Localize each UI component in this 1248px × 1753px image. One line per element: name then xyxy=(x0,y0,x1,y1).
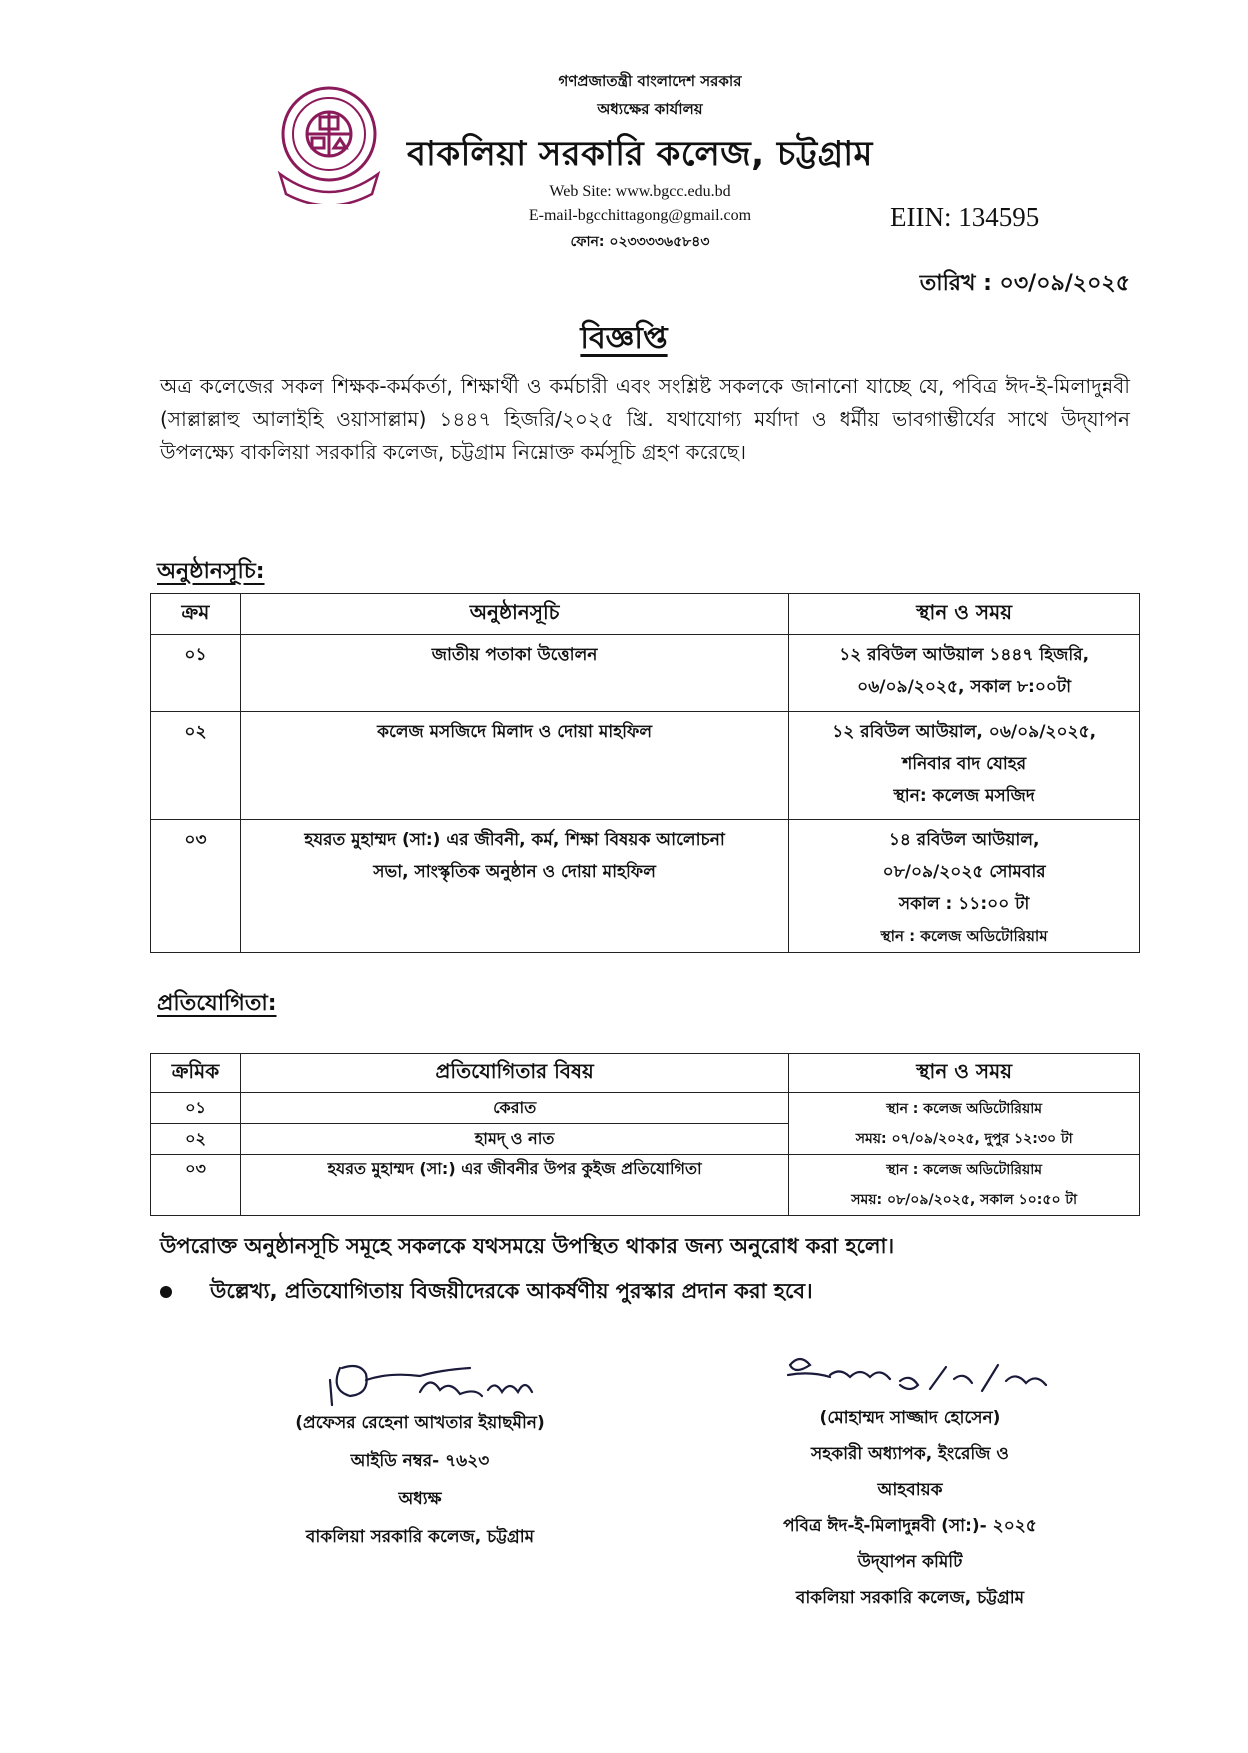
venue-time-line: ০৬/০৯/২০২৫, সকাল ৮:০০টা xyxy=(857,677,1072,697)
notice-date: তারিখ : ০৩/০৯/২০২৫ xyxy=(919,271,1130,296)
closing-request: উপরোক্ত অনুষ্ঠানসূচি সমূহে সকলকে যথসময়ে উপস্থিত থাকার জন্য অনুরোধ করা হলো। xyxy=(160,1234,895,1258)
table-row xyxy=(151,635,1140,712)
signatory-institution: বাকলিয়া সরকারি কলেজ, চট্টগ্রাম xyxy=(305,1527,535,1547)
venue-time-line: স্থান : কলেজ অডিটোরিয়াম xyxy=(886,1100,1043,1117)
note-line xyxy=(160,1275,1100,1310)
column-header: স্থান ও সময় xyxy=(789,1054,1140,1093)
competition-table xyxy=(150,1053,1140,1216)
notice-title xyxy=(0,314,1248,365)
program-heading: অনুষ্ঠানসূচি: xyxy=(157,559,265,584)
event-line: সভা, সাংস্কৃতিক অনুষ্ঠান ও দোয়া মাহফিল xyxy=(373,862,656,882)
bullet-icon xyxy=(160,1286,172,1298)
signatory-id: আইডি নম্বর- ৭৬২৩ xyxy=(350,1451,490,1471)
serial-cell: ০২ xyxy=(151,712,241,820)
signatory-principal xyxy=(240,1350,600,1552)
venue-time-line: স্থান : কলেজ অডিটোরিয়াম xyxy=(886,1162,1043,1178)
subject-cell: কেরাত xyxy=(240,1093,788,1124)
table-row xyxy=(151,1155,1140,1216)
college-name: বাকলিয়া সরকারি কলেজ, চট্টগ্রাম xyxy=(407,134,873,174)
venue-time-cell xyxy=(789,712,1140,820)
venue-time-line: সময়: ০৮/০৯/২০২৫, সকাল ১০:৫০ টা xyxy=(851,1192,1078,1208)
venue-time-line: স্থান : কলেজ অডিটোরিয়াম xyxy=(880,927,1048,945)
signatory-designation: অধ্যক্ষ xyxy=(398,1489,442,1509)
signatory-role: আহবায়ক xyxy=(877,1480,943,1500)
website: Web Site: www.bgcc.edu.bd xyxy=(549,183,731,200)
handwritten-signature xyxy=(750,1345,1070,1405)
handwritten-signature xyxy=(270,1350,570,1410)
phone: ফোন: ০২৩৩৩৩৬৫৮৪৩ xyxy=(570,234,710,250)
serial-cell: ০৩ xyxy=(151,820,241,953)
table-row xyxy=(151,1093,1140,1124)
subject-cell: হামদ্ ও নাত xyxy=(240,1124,788,1155)
program-table xyxy=(150,593,1140,953)
event-line: হযরত মুহাম্মদ (সা:) এর জীবনী, কর্ম, শিক্ষা বিষয়ক আলোচনা xyxy=(304,830,725,850)
table-row xyxy=(151,712,1140,820)
table-header-row xyxy=(151,1054,1140,1093)
event-cell xyxy=(240,820,788,953)
notice-title-text: বিজ্ঞপ্তি xyxy=(580,321,668,356)
table-header-row xyxy=(151,594,1140,635)
column-header: প্রতিযোগিতার বিষয় xyxy=(240,1054,788,1093)
eiin-number: EIIN: 134595 xyxy=(890,202,1040,232)
committee-name: পবিত্র ঈদ-ই-মিলাদুন্নবী (সা:)- ২০২৫ xyxy=(783,1516,1037,1536)
signatory-convener xyxy=(720,1345,1100,1613)
table-row xyxy=(151,820,1140,953)
column-header: ক্রম xyxy=(151,594,241,635)
email: E-mail-bgcchittagong@gmail.com xyxy=(528,207,752,224)
serial-cell: ০১ xyxy=(151,1093,241,1124)
serial-cell: ০২ xyxy=(151,1124,241,1155)
event-cell: কলেজ মসজিদে মিলাদ ও দোয়া মাহফিল xyxy=(240,712,788,820)
signatory-designation: সহকারী অধ্যাপক, ইংরেজি ও xyxy=(811,1444,1009,1464)
notice-body: অত্র কলেজের সকল শিক্ষক-কর্মকর্তা, শিক্ষার্থী ও কর্মচারী এবং সংশ্লিষ্ট সকলকে জানানো যাচ্ছে যে, পবিত্র ঈদ-ই-মিলাদুন্নবী (সাল্লাল্লাহু আলাইহি ওয়াসাল্লাম) ১৪৪৭ হিজরি/২০২৫ খ্রি. যথাযোগ্য মর্যাদা ও ধর্মীয় ভাবগাম্ভীর্যের সাথে উদ্‌যাপন উপলক্ষ্যে বাকলিয়া সরকারি কলেজ, চট্টগ্রাম নিম্নোক্ত কর্মসূচি গ্রহণ করেছে। xyxy=(160,374,1130,464)
venue-time-line: ০৮/০৯/২০২৫ সোমবার xyxy=(882,862,1046,882)
signatory-institution: বাকলিয়া সরকারি কলেজ, চট্টগ্রাম xyxy=(795,1588,1025,1608)
venue-time-line: ১৪ রবিউল আউয়াল, xyxy=(888,830,1040,850)
serial-cell: ০১ xyxy=(151,635,241,712)
column-header: অনুষ্ঠানসূচি xyxy=(240,594,788,635)
venue-time-cell xyxy=(789,820,1140,953)
venue-time-line: ১২ রবিউল আউয়াল ১৪৪৭ হিজরি, xyxy=(839,645,1090,665)
note-text: উল্লেখ্য, প্রতিযোগিতায় বিজয়ীদেরকে আকর্ষণীয় পুরস্কার প্রদান করা হবে। xyxy=(210,1279,813,1303)
venue-time-cell xyxy=(789,1155,1140,1216)
committee-name-2: উদ্‌যাপন কমিটি xyxy=(857,1552,963,1572)
event-cell: জাতীয় পতাকা উত্তোলন xyxy=(240,635,788,712)
venue-time-line: স্থান: কলেজ মসজিদ xyxy=(893,786,1035,806)
column-header: ক্রমিক xyxy=(151,1054,241,1093)
venue-time-line: সময়: ০৭/০৯/২০২৫, দুপুর ১২:৩০ টা xyxy=(855,1130,1073,1147)
office-heading: অধ্যক্ষের কার্যালয় xyxy=(597,100,703,118)
venue-time-cell xyxy=(789,635,1140,712)
signatory-name: (মোহাম্মদ সাজ্জাদ হোসেন) xyxy=(819,1408,1001,1428)
venue-time-cell xyxy=(789,1093,1140,1155)
venue-time-line: শনিবার বাদ যোহর xyxy=(902,754,1027,774)
column-header: স্থান ও সময় xyxy=(789,594,1140,635)
venue-time-line: ১২ রবিউল আউয়াল, ০৬/০৯/২০২৫, xyxy=(832,722,1097,742)
serial-cell: ০৩ xyxy=(151,1155,241,1216)
government-heading: গণপ্রজাতন্ত্রী বাংলাদেশ সরকার xyxy=(558,72,742,90)
subject-cell: হযরত মুহাম্মদ (সা:) এর জীবনীর উপর কুইজ প্রতিযোগিতা xyxy=(240,1155,788,1216)
venue-time-line: সকাল : ১১:০০ টা xyxy=(898,894,1030,914)
competition-heading: প্রতিযোগিতা: xyxy=(157,991,277,1016)
signatory-name: (প্রফেসর রেহেনা আখতার ইয়াছমীন) xyxy=(295,1413,545,1433)
